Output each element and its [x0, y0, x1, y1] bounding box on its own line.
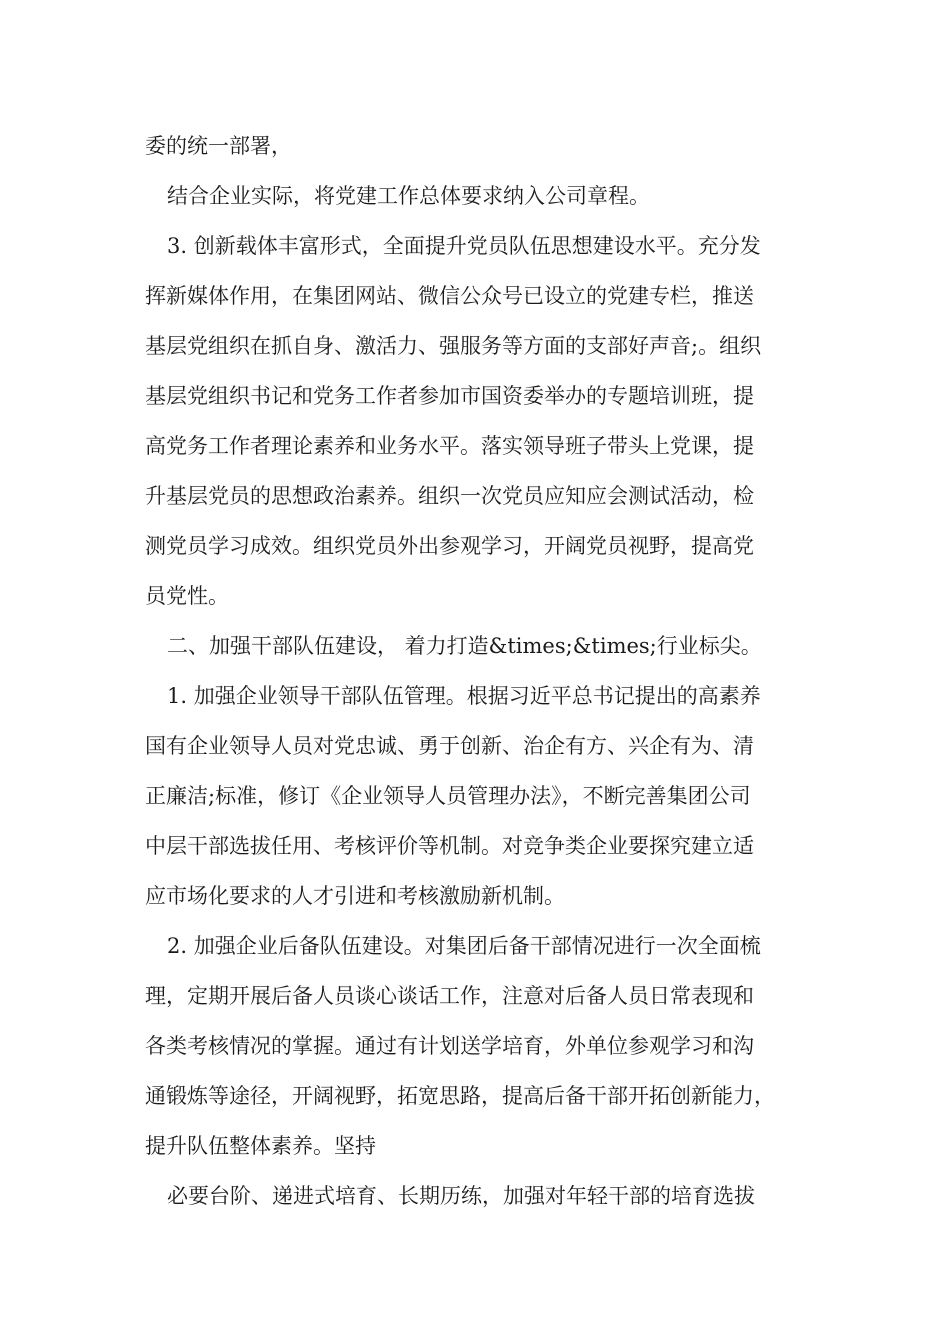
text-line: 升基层党员的思想政治素养。组织一次党员应知应会测试活动，检: [145, 484, 754, 508]
text-line: 委的统一部署，: [145, 134, 292, 158]
text-line: 基层党组织在抓自身、激活力、强服务等方面的支部好声音;。组织: [145, 334, 762, 358]
text-line: 测党员学习成效。组织党员外出参观学习，开阔党员视野，提高党: [145, 534, 754, 558]
text-line: 提升队伍整体素养。坚持: [145, 1134, 376, 1158]
body-text: [145, 129, 810, 1229]
text-line: 必要台阶、递进式培育、长期历练，加强对年轻干部的培育选拔: [167, 1184, 755, 1208]
text-line: 3. 创新载体丰富形式，全面提升党员队伍思想建设水平。充分发: [167, 234, 761, 258]
text-line: 中层干部选拔任用、考核评价等机制。对竞争类企业要探究建立适: [145, 834, 754, 858]
text-line: 理，定期开展后备人员谈心谈话工作，注意对后备人员日常表现和: [145, 984, 754, 1008]
text-line: 高党务工作者理论素养和业务水平。落实领导班子带头上党课，提: [145, 434, 754, 458]
text-line: 2. 加强企业后备队伍建设。对集团后备干部情况进行一次全面梳: [167, 934, 761, 958]
text-line: 基层党组织书记和党务工作者参加市国资委举办的专题培训班，提: [145, 384, 754, 408]
section-heading: 二、加强干部队伍建设， 着力打造&times;&times;行业标尖。: [167, 634, 762, 658]
text-line: 正廉洁;标准，修订《企业领导人员管理办法》，不断完善集团公司: [145, 784, 751, 808]
text-line: 通锻炼等途径，开阔视野，拓宽思路，提高后备干部开拓创新能力，: [145, 1084, 775, 1108]
text-line: 各类考核情况的掌握。通过有计划送学培育，外单位参观学习和沟: [145, 1034, 754, 1058]
text-line: 结合企业实际，将党建工作总体要求纳入公司章程。: [167, 184, 650, 208]
text-line: 挥新媒体作用，在集团网站、微信公众号已设立的党建专栏，推送: [145, 284, 754, 308]
text-line: 国有企业领导人员对党忠诚、勇于创新、治企有方、兴企有为、清: [145, 734, 754, 758]
text-line: 员党性。: [145, 584, 229, 608]
text-line: 1. 加强企业领导干部队伍管理。根据习近平总书记提出的高素养: [167, 684, 761, 708]
text-line: 应市场化要求的人才引进和考核激励新机制。: [145, 884, 565, 908]
